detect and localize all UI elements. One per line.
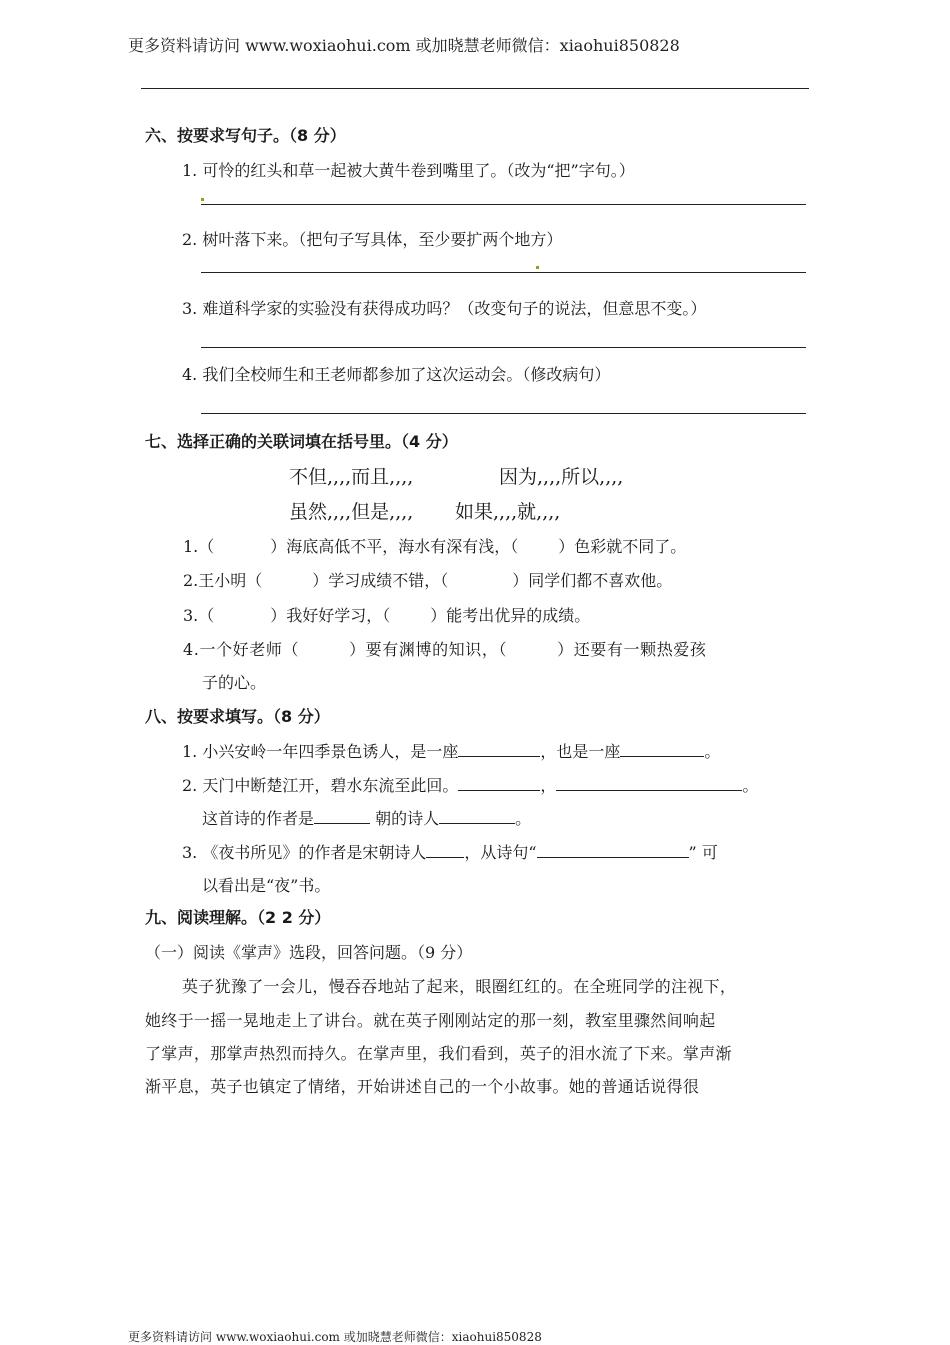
s6-question-4: 4. 我们全校师生和王老师都参加了这次运动会。（修改病句）: [182, 365, 611, 384]
fill-blank[interactable]: [314, 807, 370, 824]
fill-blank[interactable]: [439, 807, 515, 824]
reading-line: 了掌声，那掌声热烈而持久。在掌声里，我们看到，英子的泪水流了下来。掌声渐: [145, 1044, 732, 1063]
conjunction-option: 不但,,,,而且,,,,: [289, 466, 414, 488]
s7-question-3: 3.（ ）我好好学习，（ ）能考出优异的成绩。: [183, 606, 591, 625]
reading-line: 她终于一摇一晃地走上了讲台。就在英子刚刚站定的那一刻，教室里骤然间响起: [145, 1011, 716, 1030]
reading-line: 渐平息，英子也镇定了情绪，开始讲述自己的一个小故事。她的普通话说得很: [145, 1077, 700, 1096]
fill-blank[interactable]: [537, 841, 689, 858]
s8-question-3: 3. 《夜书所见》的作者是宋朝诗人 ，从诗句“ ” 可: [182, 843, 718, 862]
s8-question-2-cont: 这首诗的作者是 朝的诗人 。: [202, 809, 532, 828]
section-9-title: 九、阅读理解。（2 2 分）: [145, 908, 331, 927]
s6-answer-line-2[interactable]: [201, 272, 806, 273]
fill-blank[interactable]: [458, 740, 540, 757]
s7-question-4-cont: 子的心。: [202, 673, 267, 692]
s7-question-4: 4.一个好老师（ ）要有渊博的知识，（ ）还要有一颗热爱孩: [183, 640, 707, 659]
page-footer: 更多资料请访问 www.woxiaohui.com 或加晓慧老师微信：xiaohui850828: [128, 1330, 542, 1344]
fill-blank[interactable]: [556, 774, 742, 791]
s6-answer-line-4[interactable]: [201, 413, 806, 414]
s7-question-1: 1.（ ）海底高低不平，海水有深有浅，（ ）色彩就不同了。: [183, 537, 687, 556]
reading-subtitle: （一）阅读《掌声》选段，回答问题。（9 分）: [145, 943, 473, 962]
reading-line: 英子犹豫了一会儿，慢吞吞地站了起来，眼圈红红的。在全班同学的注视下，: [182, 977, 737, 996]
s8-question-2: 2. 天门中断楚江开，碧水东流至此回。 ， 。: [182, 776, 759, 795]
s7-question-2: 2.王小明（ ）学习成绩不错，（ ）同学们都不喜欢他。: [183, 571, 673, 590]
header-divider: [141, 88, 809, 89]
fill-blank[interactable]: [620, 740, 704, 757]
s6-answer-line-1[interactable]: [201, 204, 806, 205]
fill-blank[interactable]: [458, 774, 540, 791]
s8-question-1: 1. 小兴安岭一年四季景色诱人，是一座 ，也是一座 。: [182, 742, 721, 761]
section-7-title: 七、选择正确的关联词填在括号里。（4 分）: [145, 432, 458, 451]
section-6-title: 六、按要求写句子。（8 分）: [145, 126, 346, 145]
s8-question-3-cont: 以看出是“夜”书。: [202, 876, 331, 895]
section-8-title: 八、按要求填写。（8 分）: [145, 707, 330, 726]
speck-mark: [536, 266, 539, 269]
page-header: 更多资料请访问 www.woxiaohui.com 或加晓慧老师微信：xiaohui850828: [128, 36, 680, 55]
conjunction-option: 虽然,,,,但是,,,,: [289, 501, 414, 523]
fill-blank[interactable]: [426, 841, 464, 858]
s6-question-2: 2. 树叶落下来。（把句子写具体，至少要扩两个地方）: [182, 230, 563, 249]
s6-question-3: 3. 难道科学家的实验没有获得成功吗？（改变句子的说法，但意思不变。）: [182, 299, 707, 318]
conjunction-option: 如果,,,,就,,,,: [455, 501, 561, 523]
conjunction-option: 因为,,,,所以,,,,: [499, 466, 624, 488]
s6-answer-line-3[interactable]: [201, 347, 806, 348]
speck-mark: [201, 198, 204, 201]
s6-question-1: 1. 可怜的红头和草一起被大黄牛卷到嘴里了。（改为“把”字句。）: [182, 161, 635, 180]
